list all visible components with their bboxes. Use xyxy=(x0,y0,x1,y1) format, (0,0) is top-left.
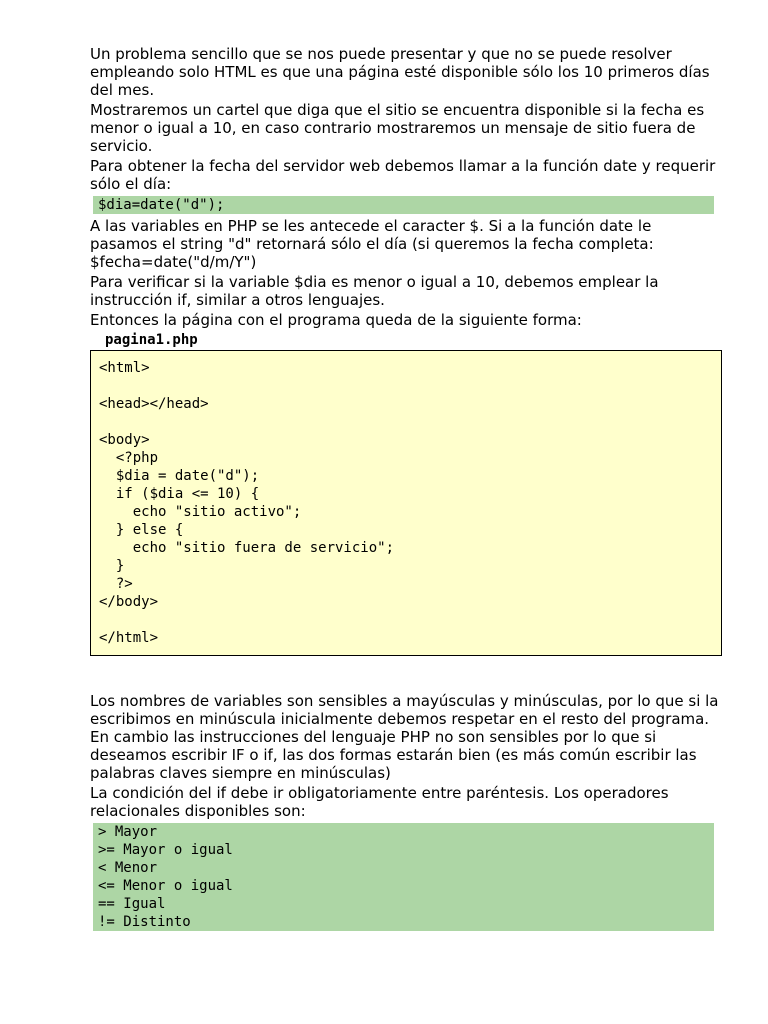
code-line xyxy=(99,377,714,395)
code-line: <html> xyxy=(99,360,150,376)
paragraph-intro: Un problema sencillo que se nos puede presentar y que no se puede resolver empleando solo HTML es que una página esté disponible sólo los 10 primeros días del mes. xyxy=(90,45,710,99)
paragraph-program: Entonces la página con el programa queda de la siguiente forma: xyxy=(90,311,582,329)
file-label: pagina1.php xyxy=(105,332,198,348)
code-line: ?> xyxy=(99,576,133,592)
code-line: } xyxy=(99,558,125,574)
paragraph-date-function: Para obtener la fecha del servidor web debemos llamar a la función date y requerir sólo el día: xyxy=(90,157,716,193)
document-page xyxy=(90,45,722,934)
code-block xyxy=(90,350,722,656)
code-line: if ($dia <= 10) { xyxy=(99,486,260,502)
code-line: </body> xyxy=(99,594,159,610)
paragraph-case-sensitivity: Los nombres de variables son sensibles a mayúsculas y minúsculas, por lo que si la escribimos en minúscula inicialmente debemos respetar en el resto del programa. En cambio las instrucciones del lenguaje PHP no son sensibles por lo que si deseamos escribir IF o if, las dos formas estarán bien (es más común escribir las palabras claves siempre en minúsculas) xyxy=(90,692,719,782)
code-line: <?php xyxy=(99,450,159,466)
operator-line: >= Mayor o igual xyxy=(98,842,233,858)
code-line: <body> xyxy=(99,432,150,448)
operator-line: <= Menor o igual xyxy=(98,878,233,894)
code-line: echo "sitio activo"; xyxy=(99,504,302,520)
operators-box xyxy=(93,823,714,931)
operator-line: > Mayor xyxy=(98,824,158,840)
paragraph-cartel: Mostraremos un cartel que diga que el sitio se encuentra disponible si la fecha es menor o igual a 10, en caso contrario mostraremos un mensaje de sitio fuera de servicio. xyxy=(90,101,705,155)
date-snippet-box xyxy=(93,196,714,214)
code-line: } else { xyxy=(99,522,184,538)
paragraph-if: Para verificar si la variable $dia es menor o igual a 10, debemos emplear la instrucción if, similar a otros lenguajes. xyxy=(90,273,659,309)
section-spacer xyxy=(90,656,722,692)
code-line xyxy=(99,611,714,629)
code-line: $dia = date("d"); xyxy=(99,468,260,484)
paragraph-operators: La condición del if debe ir obligatoriamente entre paréntesis. Los operadores relacionales disponibles son: xyxy=(90,784,669,820)
date-snippet: $dia=date("d"); xyxy=(98,197,225,213)
code-line xyxy=(99,413,714,431)
code-line: <head></head> xyxy=(99,396,209,412)
paragraph-variables: A las variables en PHP se les antecede el caracter $. Si a la función date le pasamos el string "d" retornará sólo el día (si queremos la fecha completa: $fecha=date("d/m/Y") xyxy=(90,217,654,271)
operator-line: < Menor xyxy=(98,860,158,876)
code-line: </html> xyxy=(99,630,159,646)
operator-line: == Igual xyxy=(98,896,166,912)
code-line: echo "sitio fuera de servicio"; xyxy=(99,540,395,556)
operator-line: != Distinto xyxy=(98,914,191,930)
